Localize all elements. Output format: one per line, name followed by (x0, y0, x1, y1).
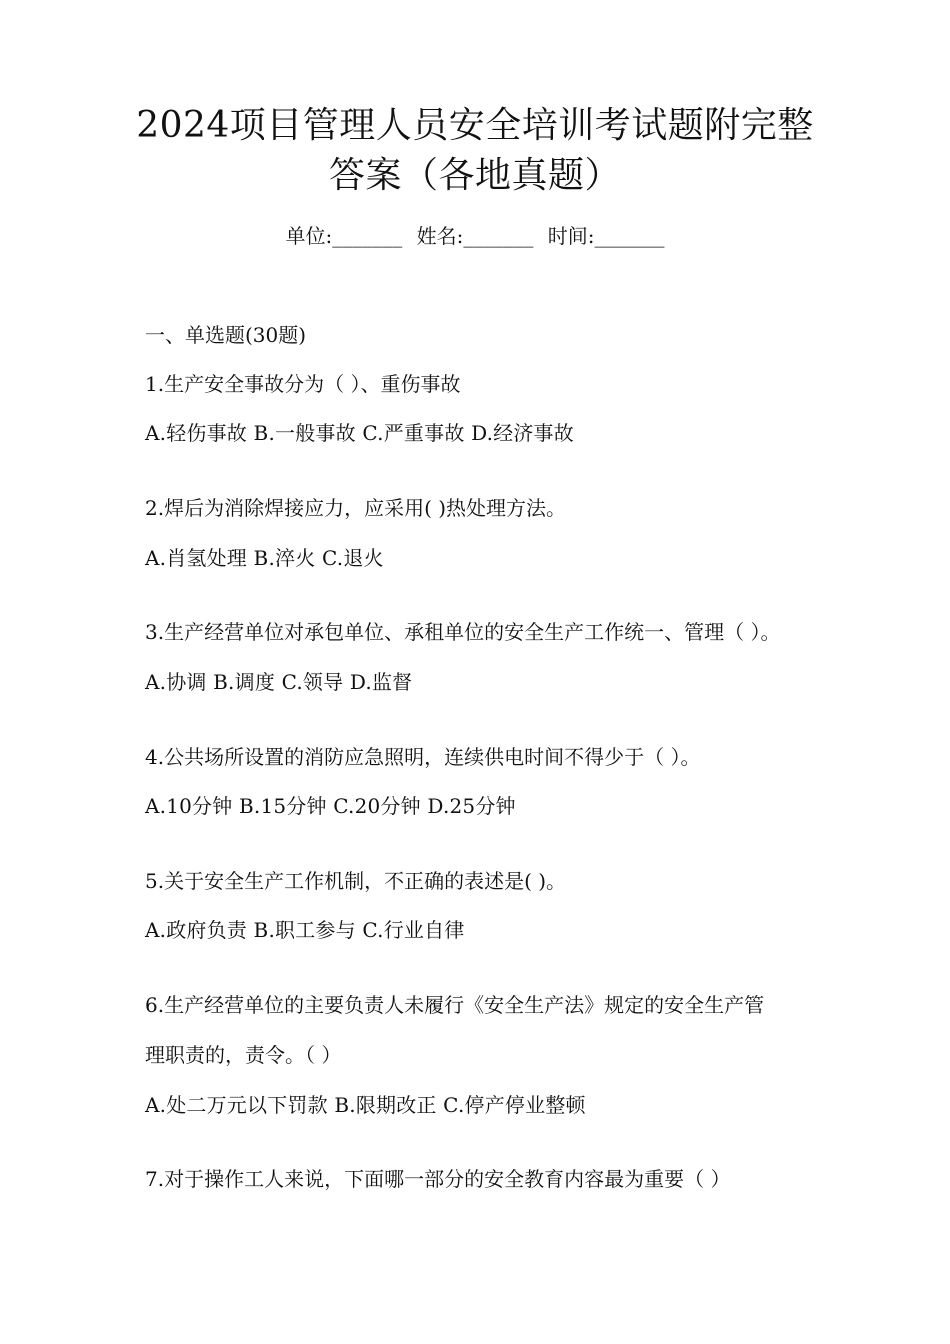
document-title-line-2: 答案（各地真题） (328, 155, 621, 196)
question-1-options: A.轻伤事故 B.一般事故 C.严重事故 D.经济事故 (145, 421, 574, 445)
question-6-stem-continued: 理职责的，责令。（ ） (145, 1043, 342, 1067)
question-4-options: A.10分钟 B.15分钟 C.20分钟 D.25分钟 (145, 794, 516, 818)
question-5-stem: 5.关于安全生产工作机制，不正确的表述是( )。 (145, 869, 567, 893)
question-2-stem: 2.焊后为消除焊接应力，应采用( )热处理方法。 (145, 496, 567, 520)
document-title-line-1: 2024项目管理人员安全培训考试题附完整 (136, 105, 814, 146)
name-field: 姓名:_______ (416, 224, 534, 248)
question-7-stem: 7.对于操作工人来说，下面哪一部分的安全教育内容最为重要（ ） (145, 1167, 731, 1191)
question-4-stem: 4.公共场所设置的消防应急照明，连续供电时间不得少于（ ）。 (145, 745, 701, 769)
question-5-options: A.政府负责 B.职工参与 C.行业自律 (145, 918, 465, 942)
unit-field: 单位:_______ (285, 224, 403, 248)
time-field: 时间:_______ (547, 224, 665, 248)
question-3-options: A.协调 B.调度 C.领导 D.监督 (145, 670, 413, 694)
question-2-options: A.肖氢处理 B.淬火 C.退火 (145, 546, 384, 570)
question-6-options: A.处二万元以下罚款 B.限期改正 C.停产停业整顿 (145, 1093, 586, 1117)
question-3-stem: 3.生产经营单位对承包单位、承租单位的安全生产工作统一、管理（ ）。 (145, 620, 781, 644)
question-6-stem: 6.生产经营单位的主要负责人未履行《安全生产法》规定的安全生产管 (145, 993, 765, 1017)
question-1-stem: 1.生产安全事故分为（ ）、重伤事故 (145, 372, 461, 396)
header-info (0, 226, 950, 246)
section-heading: 一、单选题(30题) (145, 323, 307, 347)
